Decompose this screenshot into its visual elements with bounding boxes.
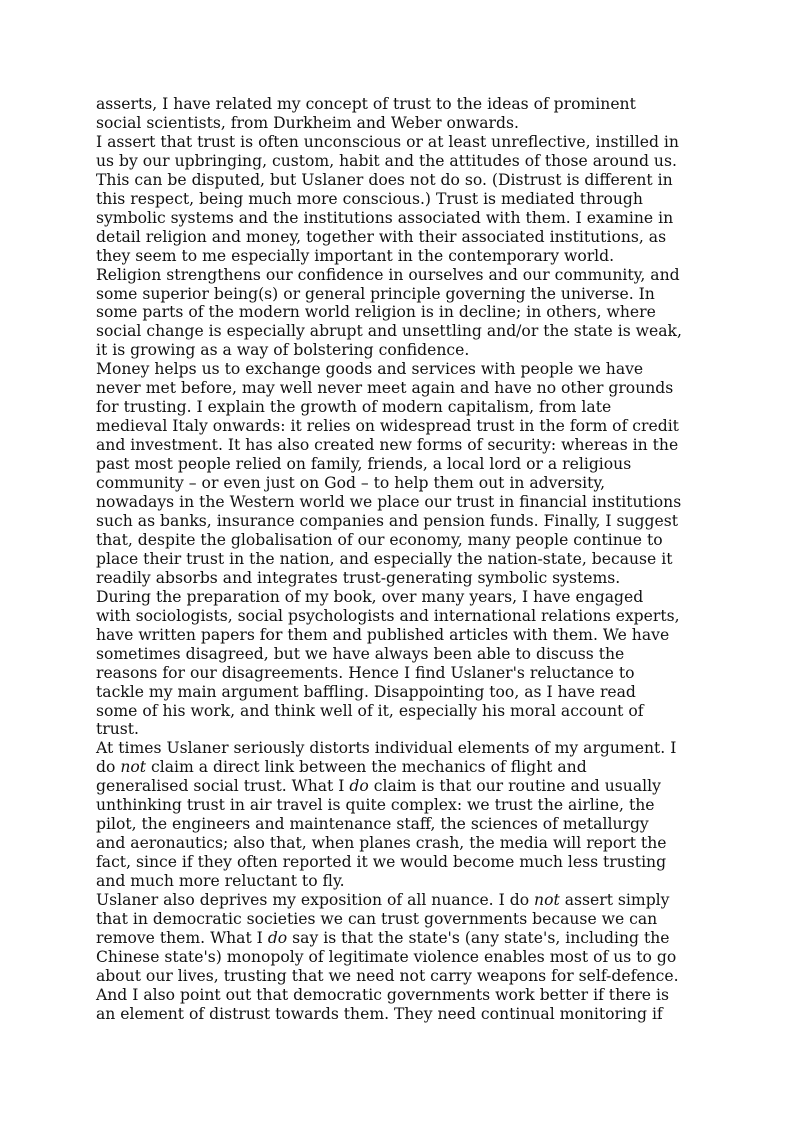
body-text: and much more reluctant to fly. (96, 872, 345, 891)
text-line (96, 171, 702, 190)
text-line (96, 474, 702, 493)
text-line (96, 398, 702, 417)
body-text: unthinking trust in air travel is quite complex: we trust the airline, the (96, 796, 655, 815)
body-text: assert simply (559, 891, 670, 910)
text-line (96, 114, 702, 133)
text-line (96, 758, 702, 777)
text-line (96, 777, 702, 796)
body-text: trust. (96, 720, 139, 739)
body-text: and aeronautics; also that, when planes crash, the media will report the (96, 834, 667, 853)
body-text: Uslaner also deprives my exposition of all nuance. I do (96, 891, 535, 910)
text-line (96, 417, 702, 436)
body-text: they seem to me especially important in the contemporary world. (96, 246, 615, 265)
body-text: I assert that trust is often unconscious or at least unreflective, instilled in (96, 132, 679, 151)
body-text: this respect, being much more conscious.) Trust is mediated through (96, 189, 643, 208)
text-line (96, 228, 702, 247)
text-line (96, 493, 702, 512)
body-text: social scientists, from Durkheim and Weber onwards. (96, 113, 519, 132)
body-text: claim is that our routine and usually (368, 777, 661, 796)
paragraph (96, 360, 702, 587)
text-line (96, 626, 702, 645)
text-line (96, 95, 702, 114)
body-text: it is growing as a way of bolstering confidence. (96, 341, 470, 360)
text-line (96, 834, 702, 853)
text-line (96, 569, 702, 588)
text-line (96, 948, 702, 967)
body-text: medieval Italy onwards: it relies on widespread trust in the form of credit (96, 417, 679, 436)
body-text: readily absorbs and integrates trust-generating symbolic systems. (96, 568, 621, 587)
body-text: reasons for our disagreements. Hence I find Uslaner's reluctance to (96, 663, 635, 682)
body-text: some superior being(s) or general principle governing the universe. In (96, 284, 655, 303)
text-line (96, 152, 702, 171)
body-text: for trusting. I explain the growth of modern capitalism, from late (96, 398, 612, 417)
body-text: During the preparation of my book, over many years, I have engaged (96, 587, 644, 606)
body-text: past most people relied on family, friends, a local lord or a religious (96, 455, 632, 474)
text-line (96, 815, 702, 834)
body-text: community – or even just on God – to help them out in adversity, (96, 474, 606, 493)
text-line (96, 133, 702, 152)
body-text: asserts, I have related my concept of trust to the ideas of prominent (96, 95, 636, 113)
paragraph (96, 739, 702, 891)
text-line (96, 550, 702, 569)
text-line (96, 512, 702, 531)
emphasis-text: not (120, 758, 147, 777)
text-line (96, 796, 702, 815)
body-text: that in democratic societies we can trust governments because we can (96, 909, 658, 928)
text-line (96, 967, 702, 986)
body-text: Money helps us to exchange goods and services with people we have (96, 360, 644, 379)
paragraph (96, 95, 702, 133)
text-line (96, 455, 702, 474)
body-text: social change is especially abrupt and unsettling and/or the state is weak, (96, 322, 682, 341)
body-text: have written papers for them and published articles with them. We have (96, 625, 670, 644)
text-line (96, 645, 702, 664)
text-line (96, 436, 702, 455)
body-text: sometimes disagreed, but we have always been able to discuss the (96, 644, 625, 663)
body-text: never met before, may well never meet again and have no other grounds (96, 379, 674, 398)
paragraph (96, 266, 702, 361)
text-line (96, 683, 702, 702)
body-text: say is that the state's (any state's, including the (287, 928, 670, 947)
text-line (96, 720, 702, 739)
text-line (96, 664, 702, 683)
text-line (96, 1005, 702, 1024)
text-line (96, 872, 702, 891)
text-line (96, 531, 702, 550)
body-text: pilot, the engineers and maintenance staff, the sciences of metallurgy (96, 815, 649, 834)
paragraph (96, 588, 702, 740)
document-page (96, 95, 702, 1024)
emphasis-text: not (534, 891, 560, 910)
text-line (96, 910, 702, 929)
body-text: detail religion and money, together with their associated institutions, as (96, 227, 667, 246)
text-line (96, 285, 702, 304)
body-text: some parts of the modern world religion is in decline; in others, where (96, 303, 656, 322)
text-line (96, 341, 702, 360)
text-line (96, 702, 702, 721)
body-text: And I also point out that democratic governments work better if there is (96, 985, 669, 1004)
text-line (96, 891, 702, 910)
body-text: claim a direct link between the mechanics of flight and (146, 758, 587, 777)
emphasis-text: do (267, 928, 288, 947)
body-text: At times Uslaner seriously distorts individual elements of my argument. I (96, 739, 677, 758)
emphasis-text: do (349, 777, 369, 796)
text-line (96, 739, 702, 758)
body-text: an element of distrust towards them. They need continual monitoring if (96, 1004, 663, 1023)
text-line (96, 360, 702, 379)
text-line (96, 986, 702, 1005)
text-line (96, 266, 702, 285)
text-line (96, 247, 702, 266)
text-line (96, 379, 702, 398)
body-text: symbolic systems and the institutions associated with them. I examine in (96, 208, 674, 227)
paragraph (96, 891, 702, 1024)
body-text: such as banks, insurance companies and pension funds. Finally, I suggest (96, 511, 678, 530)
text-line (96, 588, 702, 607)
body-text: Chinese state's) monopoly of legitimate violence enables most of us to go (96, 947, 677, 966)
body-text: that, despite the globalisation of our economy, many people continue to (96, 530, 663, 549)
text-line (96, 853, 702, 872)
text-line (96, 607, 702, 626)
body-text: tackle my main argument baffling. Disappointing too, as I have read (96, 682, 636, 701)
body-text: fact, since if they often reported it we would become much less trusting (96, 853, 667, 872)
body-text: nowadays in the Western world we place our trust in financial institutions (96, 493, 682, 512)
body-text: This can be disputed, but Uslaner does not do so. (Distrust is different in (96, 170, 673, 189)
body-text: Religion strengthens our confidence in ourselves and our community, and (96, 265, 680, 284)
text-line (96, 929, 702, 948)
text-line (96, 190, 702, 209)
body-text: us by our upbringing, custom, habit and the attitudes of those around us. (96, 151, 677, 170)
text-line (96, 303, 702, 322)
body-text: and investment. It has also created new forms of security: whereas in the (96, 436, 679, 455)
body-text: do (96, 758, 121, 777)
body-text: about our lives, trusting that we need not carry weapons for self-defence. (96, 966, 679, 985)
text-line (96, 322, 702, 341)
body-text: place their trust in the nation, and especially the nation-state, because it (96, 549, 673, 568)
body-text: remove them. What I (96, 928, 268, 947)
body-text: generalised social trust. What I (96, 777, 350, 796)
body-text: some of his work, and think well of it, especially his moral account of (96, 701, 644, 720)
text-line (96, 209, 702, 228)
paragraph (96, 133, 702, 266)
body-text: with sociologists, social psychologists and international relations experts, (96, 606, 680, 625)
